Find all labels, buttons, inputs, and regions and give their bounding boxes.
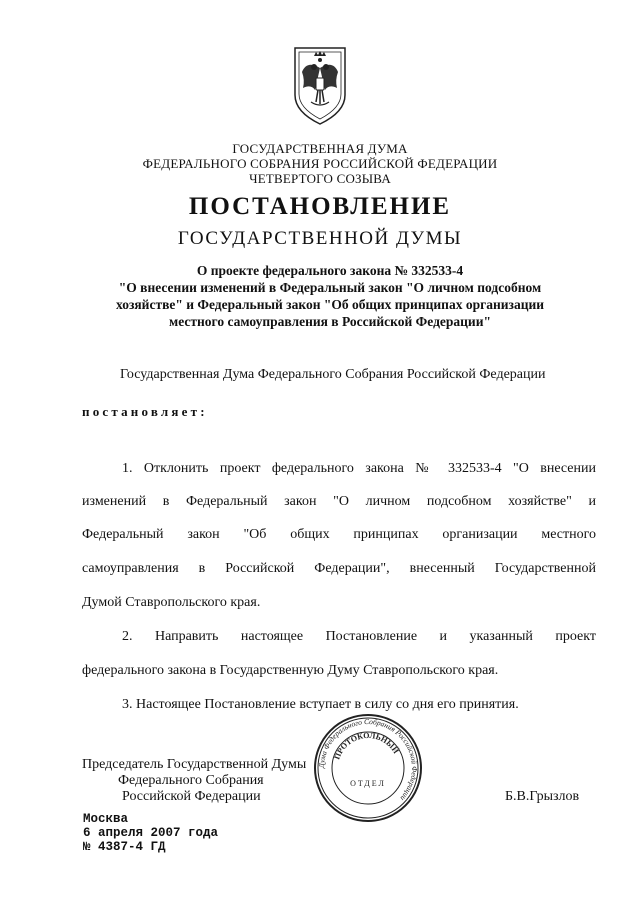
- signatory-position-line-3: Российской Федерации: [122, 789, 261, 804]
- stamp-center-text: ОТДЕЛ: [350, 779, 386, 788]
- header-line-3: ЧЕТВЕРТОГО СОЗЫВА: [249, 171, 391, 186]
- document-subtitle: ГОСУДАРСТВЕННОЙ ДУМЫ: [177, 228, 463, 249]
- signatory-name: Б.В.Грызлов: [505, 789, 580, 804]
- signatory-position-line-2: Федерального Собрания: [118, 773, 264, 788]
- subject-line: "О внесении изменений в Федеральный закон "О личном подсобном: [118, 280, 542, 295]
- item-1-line: 1. Отклонить проект федерального закона № 332533-4 "О внесении: [122, 461, 596, 476]
- item-1-line: Думой Ставропольского края.: [82, 595, 261, 610]
- header-line-1: ГОСУДАРСТВЕННАЯ ДУМА: [232, 141, 408, 156]
- subject-line: местного самоуправления в Российской Федерации": [169, 314, 491, 329]
- item-2-line: федерального закона в Государственную Думу Ставропольского края.: [82, 663, 499, 678]
- round-stamp: [312, 712, 424, 824]
- item-1-line: изменений в Федеральный закон "О личном подсобном хозяйстве" и: [82, 494, 596, 509]
- signatory-position-line-1: Председатель Государственной Думы: [82, 757, 307, 772]
- coat-of-arms-emblem: [285, 40, 355, 130]
- item-1-line: самоуправления в Российской Федерации", внесенный Государственной: [82, 561, 596, 576]
- stamp-outer-text: Дума Федерального Собрания Российской Федерации: [316, 716, 420, 803]
- subject-line: хозяйстве" и Федеральный закон "Об общих принципах организации: [115, 297, 545, 312]
- footer-city: Москва: [83, 812, 129, 826]
- item-1-line: Федеральный закон "Об общих принципах организации местного: [82, 527, 596, 542]
- decree-word: постановляет:: [82, 404, 208, 419]
- header-line-2: ФЕДЕРАЛЬНОГО СОБРАНИЯ РОССИЙСКОЙ ФЕДЕРАЦИИ: [142, 156, 498, 171]
- stamp-middle-text: ПРОТОКОЛЬНЫЙ: [332, 730, 401, 761]
- svg-text:ПРОТОКОЛЬНЫЙ: [332, 731, 401, 761]
- preamble: Государственная Дума Федерального Собрания Российской Федерации: [120, 367, 546, 382]
- footer-date: 6 апреля 2007 года: [83, 826, 219, 840]
- document-subject: [80, 262, 580, 330]
- subject-line: О проекте федерального закона № 332533-4: [196, 263, 464, 278]
- item-3: 3. Настоящее Постановление вступает в силу со дня его принятия.: [122, 697, 519, 712]
- document-title: ПОСТАНОВЛЕНИЕ: [188, 193, 452, 220]
- footer-number: № 4387-4 ГД: [83, 840, 166, 854]
- item-2-line: 2. Направить настоящее Постановление и указанный проект: [122, 629, 596, 644]
